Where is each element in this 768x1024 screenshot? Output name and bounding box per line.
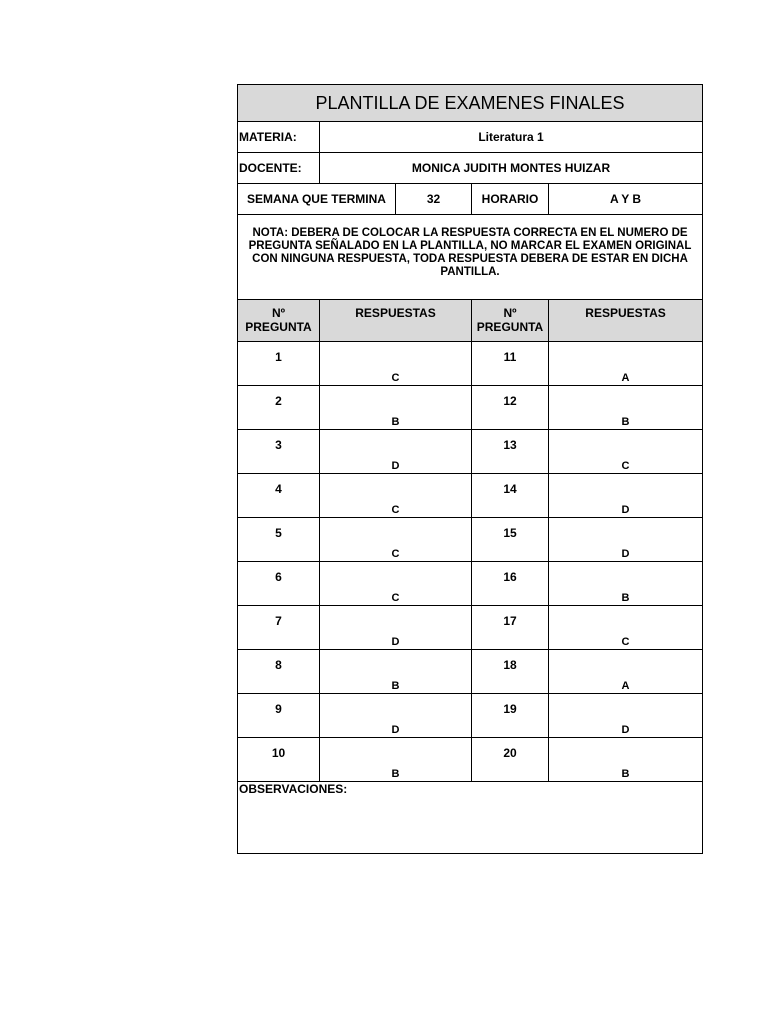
exam-template-table [237, 84, 703, 854]
question-number-left: 8 [238, 650, 320, 694]
question-number-right: 16 [472, 562, 549, 606]
question-number-left: 10 [238, 738, 320, 782]
question-number-left: 7 [238, 606, 320, 650]
answer-left: D [320, 694, 472, 738]
question-number-right: 15 [472, 518, 549, 562]
question-number-left: 1 [238, 342, 320, 386]
instructions-note: NOTA: DEBERA DE COLOCAR LA RESPUESTA CORRECTA EN EL NUMERO DE PREGUNTA SEÑALADO EN LA PLANTILLA, NO MARCAR EL EXAMEN ORIGINAL CON NINGUNA RESPUESTA, TODA RESPUESTA DEBERA DE ESTAR EN DICHA PANTILLA. [238, 215, 703, 300]
table-row [238, 474, 703, 518]
question-number-right: 17 [472, 606, 549, 650]
answers-header-left: RESPUESTAS [320, 300, 472, 342]
answer-rows [238, 342, 703, 782]
question-header-right: Nº PREGUNTA [472, 300, 549, 342]
docente-value: MONICA JUDITH MONTES HUIZAR [320, 153, 703, 184]
semana-value: 32 [396, 184, 472, 215]
answer-left: B [320, 738, 472, 782]
question-number-right: 11 [472, 342, 549, 386]
answer-left: D [320, 606, 472, 650]
table-row [238, 562, 703, 606]
table-row [238, 342, 703, 386]
materia-label: MATERIA: [238, 122, 320, 153]
question-number-left: 2 [238, 386, 320, 430]
question-header-left: Nº PREGUNTA [238, 300, 320, 342]
answer-right: B [549, 738, 703, 782]
answer-right: B [549, 386, 703, 430]
answer-left: C [320, 342, 472, 386]
question-number-right: 19 [472, 694, 549, 738]
answer-right: D [549, 694, 703, 738]
answer-right: C [549, 430, 703, 474]
table-row [238, 694, 703, 738]
answer-left: C [320, 518, 472, 562]
answer-right: D [549, 474, 703, 518]
semana-label: SEMANA QUE TERMINA [238, 184, 396, 215]
question-number-left: 5 [238, 518, 320, 562]
docente-label: DOCENTE: [238, 153, 320, 184]
answer-right: B [549, 562, 703, 606]
table-row [238, 386, 703, 430]
table-row [238, 518, 703, 562]
answer-right: C [549, 606, 703, 650]
question-number-left: 3 [238, 430, 320, 474]
answer-left: C [320, 562, 472, 606]
table-row [238, 650, 703, 694]
answer-right: D [549, 518, 703, 562]
answer-right: A [549, 342, 703, 386]
question-number-right: 18 [472, 650, 549, 694]
question-number-right: 13 [472, 430, 549, 474]
question-number-left: 6 [238, 562, 320, 606]
page-title: PLANTILLA DE EXAMENES FINALES [238, 85, 703, 122]
answers-header-right: RESPUESTAS [549, 300, 703, 342]
question-number-left: 9 [238, 694, 320, 738]
question-number-right: 20 [472, 738, 549, 782]
observations-label: OBSERVACIONES: [239, 782, 348, 796]
answer-right: A [549, 650, 703, 694]
horario-label: HORARIO [472, 184, 549, 215]
question-number-right: 14 [472, 474, 549, 518]
answer-left: B [320, 650, 472, 694]
question-number-left: 4 [238, 474, 320, 518]
answer-left: D [320, 430, 472, 474]
question-number-right: 12 [472, 386, 549, 430]
observations-cell [238, 782, 703, 854]
horario-value: A Y B [549, 184, 703, 215]
table-row [238, 430, 703, 474]
table-row [238, 738, 703, 782]
table-row [238, 606, 703, 650]
answer-left: C [320, 474, 472, 518]
answer-left: B [320, 386, 472, 430]
materia-value: Literatura 1 [320, 122, 703, 153]
